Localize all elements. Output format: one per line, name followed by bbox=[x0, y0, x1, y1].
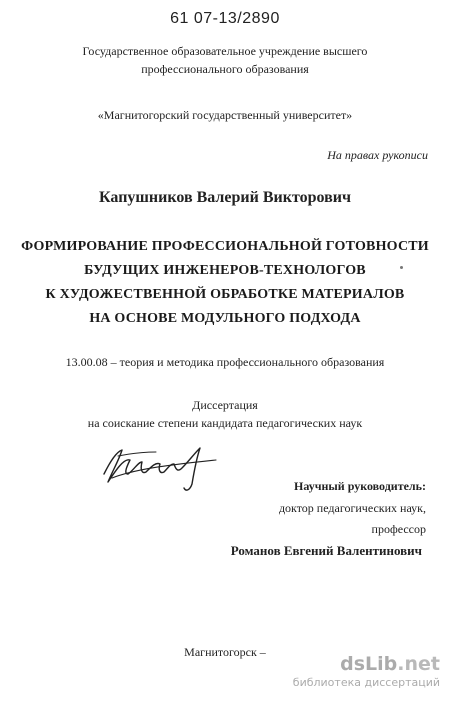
city-year: Магнитогорск – bbox=[184, 645, 266, 659]
archive-code: 61 07-13/2890 bbox=[170, 10, 280, 27]
watermark-subtitle: библиотека диссертаций bbox=[292, 676, 440, 689]
supervisor-rank: профессор bbox=[371, 522, 426, 536]
degree-line: на соискание степени кандидата педагогических наук bbox=[87, 416, 363, 430]
scan-speck bbox=[400, 266, 403, 269]
institution-line-2: профессионального образования bbox=[141, 62, 309, 76]
title-line-4: НА ОСНОВЕ МОДУЛЬНОГО ПОДХОДА bbox=[89, 311, 361, 326]
watermark-logo-main: dsLib bbox=[340, 653, 398, 675]
author-signature bbox=[98, 438, 223, 493]
author-name: Капушников Валерий Викторович bbox=[99, 189, 351, 206]
watermark-logo-tld: .net bbox=[397, 653, 440, 675]
supervisor-heading: Научный руководитель: bbox=[294, 479, 426, 493]
supervisor-name: Романов Евгений Валентинович bbox=[230, 543, 422, 558]
rights-note: На правах рукописи bbox=[327, 148, 428, 162]
title-line-2: БУДУЩИХ ИНЖЕНЕРОВ-ТЕХНОЛОГОВ bbox=[84, 263, 366, 278]
specialty-code: 13.00.08 – теория и методика профессионального образования bbox=[65, 355, 385, 369]
supervisor-degree: доктор педагогических наук, bbox=[278, 501, 426, 515]
watermark bbox=[293, 653, 440, 689]
work-type: Диссертация bbox=[192, 398, 258, 412]
title-line-1: ФОРМИРОВАНИЕ ПРОФЕССИОНАЛЬНОЙ ГОТОВНОСТИ bbox=[21, 239, 429, 254]
institution-line-1: Государственное образовательное учреждение высшего bbox=[82, 44, 368, 58]
watermark-logo bbox=[293, 653, 440, 675]
title-line-3: К ХУДОЖЕСТВЕННОЙ ОБРАБОТКЕ МАТЕРИАЛОВ bbox=[45, 287, 405, 302]
university-name: «Магнитогорский государственный университет» bbox=[97, 108, 353, 122]
